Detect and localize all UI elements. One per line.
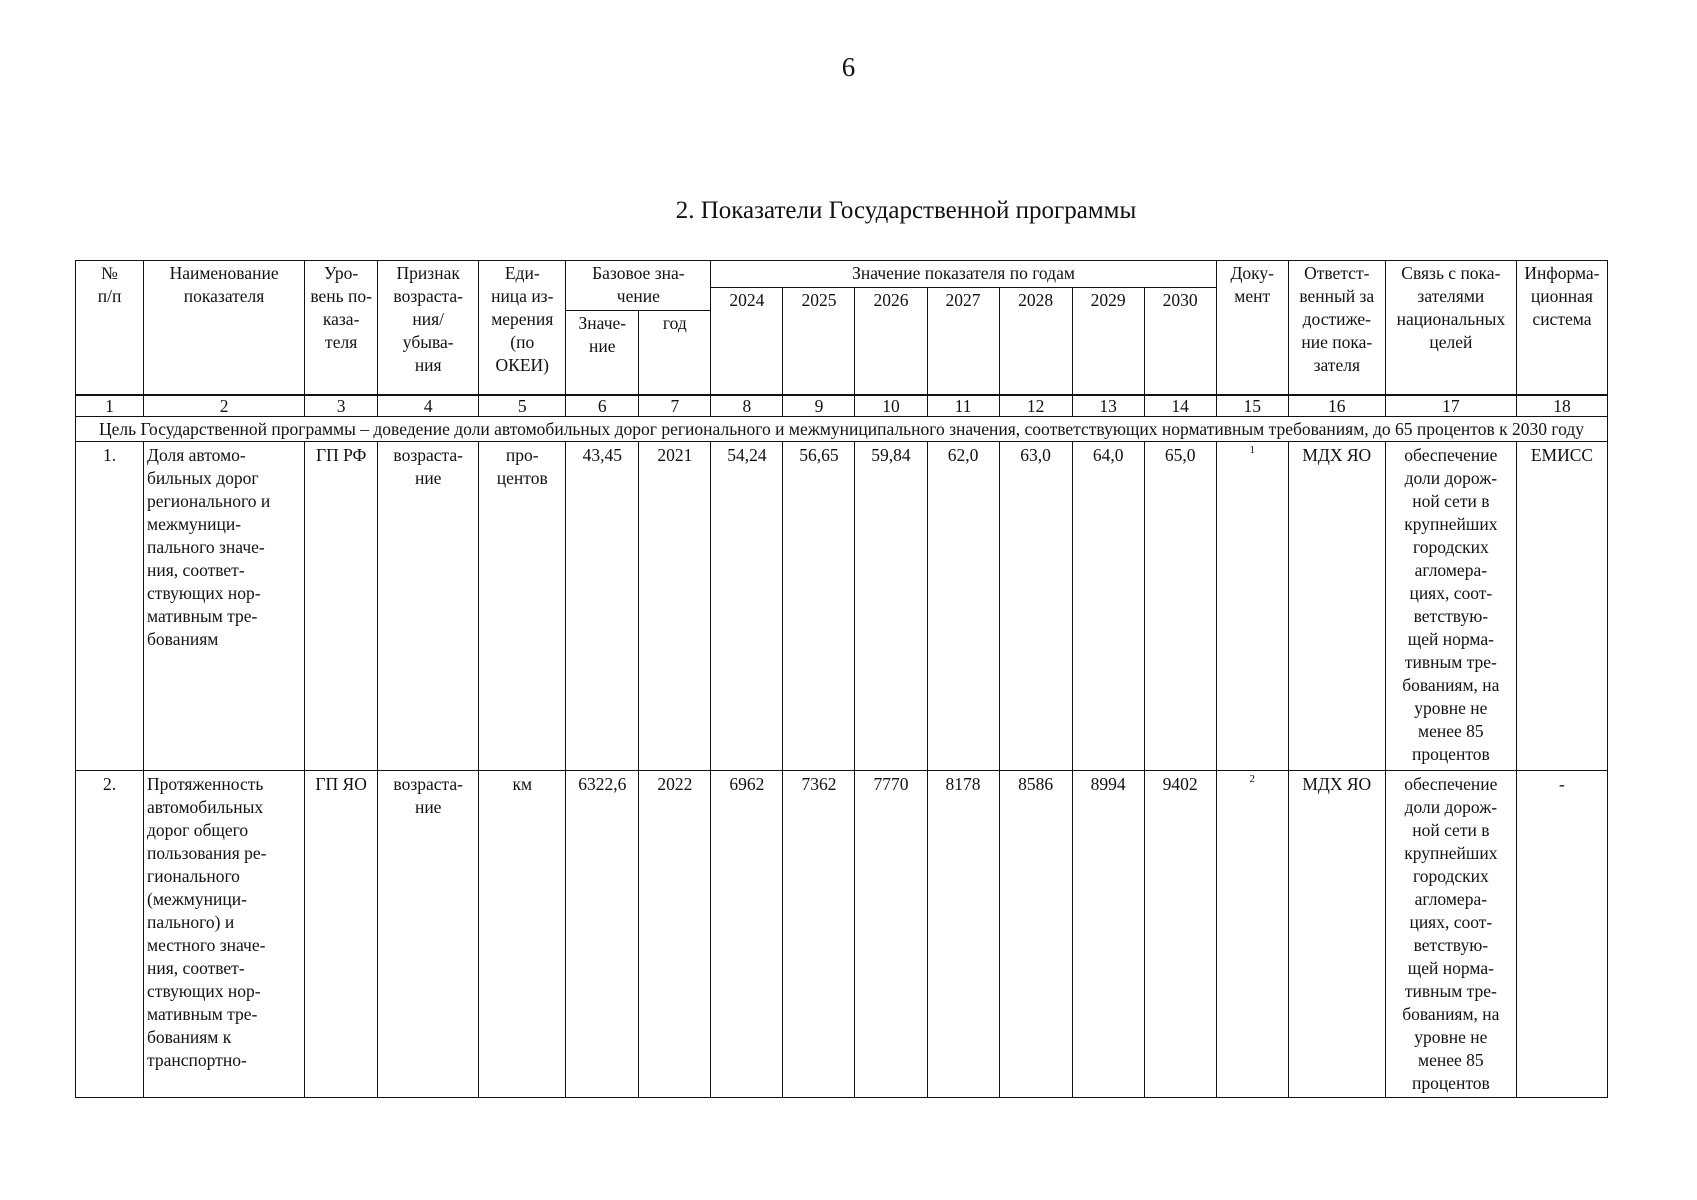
header-row-1 (76, 261, 1608, 288)
program-goal: Цель Государственной программы – доведение доли автомобильных дорог регионального и межмуниципального значения, соответствующих нормативным требованиям, до 65 процентов к 2030 году (76, 416, 1608, 441)
indicator-sign: возраста- ние (378, 770, 479, 1097)
value-2024: 6962 (711, 770, 783, 1097)
column-number: 1 (76, 395, 144, 417)
value-2024: 54,24 (711, 441, 783, 770)
header-year-2028: 2028 (999, 288, 1072, 395)
header-num: № п/п (76, 261, 144, 395)
column-number: 16 (1288, 395, 1385, 417)
indicators-table (75, 260, 1608, 1098)
page-number: 6 (841, 52, 856, 82)
value-2025: 7362 (783, 770, 855, 1097)
column-number: 14 (1144, 395, 1216, 417)
header-year-2025: 2025 (783, 288, 855, 395)
indicator-name: Протяженность автомобильных дорог общего пользования ре- гионального (межмуници- пального) и местного значе- ния, соответ- ствующих нор- мативным тре- бованиям к транспортно- (144, 770, 305, 1097)
base-value: 43,45 (566, 441, 639, 770)
base-value: 6322,6 (566, 770, 639, 1097)
column-number: 11 (927, 395, 999, 417)
header-responsible: Ответст- венный за достиже- ние пока- зателя (1288, 261, 1385, 395)
row-num: 1. (76, 441, 144, 770)
footnote-mark: 2 (1249, 772, 1255, 785)
header-unit: Еди- ница из- мерения (по ОКЕИ) (479, 261, 566, 395)
value-2026: 7770 (855, 770, 927, 1097)
column-number: 10 (855, 395, 927, 417)
indicator-unit: км (479, 770, 566, 1097)
value-2029: 64,0 (1072, 441, 1144, 770)
value-2026: 59,84 (855, 441, 927, 770)
value-2029: 8994 (1072, 770, 1144, 1097)
column-numbers-row (76, 395, 1608, 417)
info-system: ЕМИСС (1516, 441, 1607, 770)
header-link: Связь с пока- зателями национальных целей (1385, 261, 1516, 395)
column-number: 2 (144, 395, 305, 417)
column-number: 18 (1516, 395, 1607, 417)
value-2027: 8178 (927, 770, 999, 1097)
base-year: 2021 (639, 441, 711, 770)
column-number: 12 (999, 395, 1072, 417)
column-number: 7 (639, 395, 711, 417)
column-number: 9 (783, 395, 855, 417)
table-row (76, 770, 1608, 1097)
indicator-unit: про- центов (479, 441, 566, 770)
responsible: МДХ ЯО (1288, 441, 1385, 770)
row-num: 2. (76, 770, 144, 1097)
footnote-mark: 1 (1249, 443, 1255, 456)
header-level: Уро- вень по- каза- теля (305, 261, 378, 395)
header-year-2030: 2030 (1144, 288, 1216, 395)
value-2030: 9402 (1144, 770, 1216, 1097)
header-year-2024: 2024 (711, 288, 783, 395)
column-number: 15 (1216, 395, 1288, 417)
column-number: 4 (378, 395, 479, 417)
value-2028: 63,0 (999, 441, 1072, 770)
header-base-year: год (639, 311, 711, 395)
header-document: Доку- мент (1216, 261, 1288, 395)
header-year-2027: 2027 (927, 288, 999, 395)
header-info-system: Информа- ционная система (1516, 261, 1607, 395)
indicator-sign: возраста- ние (378, 441, 479, 770)
base-year: 2022 (639, 770, 711, 1097)
document-footnote-cell (1216, 441, 1288, 770)
header-year-2026: 2026 (855, 288, 927, 395)
column-number: 6 (566, 395, 639, 417)
column-number: 8 (711, 395, 783, 417)
header-base-value: Значе- ние (566, 311, 639, 395)
value-2028: 8586 (999, 770, 1072, 1097)
value-2027: 62,0 (927, 441, 999, 770)
header-name: Наименование показателя (144, 261, 305, 395)
section-title: 2. Показатели Государственной программы (675, 197, 1137, 224)
column-number: 3 (305, 395, 378, 417)
value-2030: 65,0 (1144, 441, 1216, 770)
value-2025: 56,65 (783, 441, 855, 770)
indicator-level: ГП ЯО (305, 770, 378, 1097)
indicator-name: Доля автомо- бильных дорог регионального и межмуници- пального значе- ния, соответ- ствующих нор- мативным тре- бованиям (144, 441, 305, 770)
header-base: Базовое зна- чение (566, 261, 711, 311)
goal-row (76, 416, 1608, 441)
info-system: - (1516, 770, 1607, 1097)
national-goal-link: обеспечение доли дорож- ной сети в крупнейших городских агломера- циях, соот- ветствую- щей норма- тивным тре- бованиям, на уровне не менее 85 процентов (1385, 441, 1516, 770)
document-footnote-cell (1216, 770, 1288, 1097)
national-goal-link: обеспечение доли дорож- ной сети в крупнейших городских агломера- циях, соот- ветствую- щей норма- тивным тре- бованиям, на уровне не менее 85 процентов (1385, 770, 1516, 1097)
column-number: 5 (479, 395, 566, 417)
indicator-level: ГП РФ (305, 441, 378, 770)
header-year-2029: 2029 (1072, 288, 1144, 395)
responsible: МДХ ЯО (1288, 770, 1385, 1097)
table-row (76, 441, 1608, 770)
column-number: 17 (1385, 395, 1516, 417)
indicators-table-container (75, 260, 1608, 1098)
column-number: 13 (1072, 395, 1144, 417)
header-sign: Признак возраста- ния/ убыва- ния (378, 261, 479, 395)
header-values-by-year: Значение показателя по годам (711, 261, 1216, 288)
